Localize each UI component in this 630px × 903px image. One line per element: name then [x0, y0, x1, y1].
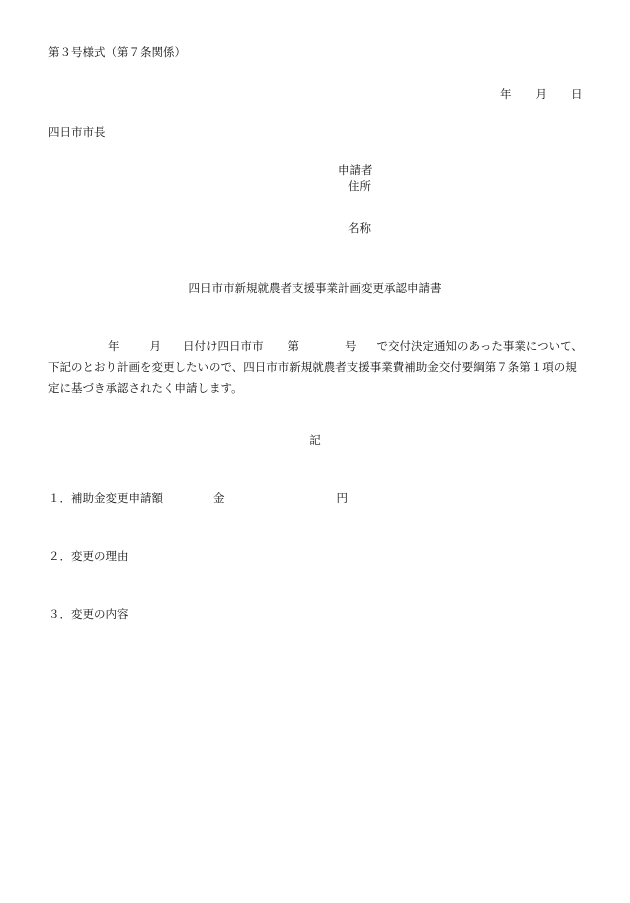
body-month: 月	[149, 339, 161, 353]
applicant-block	[338, 162, 373, 236]
applicant-label: 申請者	[338, 163, 373, 177]
body-line1-rest: で交付決定通知のあった事業について、	[376, 339, 583, 353]
ki-heading: 記	[309, 433, 321, 447]
form-number: 第３号様式（第７条関係）	[48, 45, 186, 59]
applicant-address-label: 住所	[348, 179, 371, 194]
body-line-1	[48, 336, 588, 357]
body-line-2: 下記のとおり計画を変更したいので、四日市市新規就農者支援事業費補助金交付要綱第７条第１項の規	[48, 360, 577, 374]
body-year: 年	[108, 339, 120, 353]
item-1-label: １．補助金変更申請額	[48, 491, 163, 505]
item-subsidy-amount	[48, 490, 348, 506]
item-change-content: ３．変更の内容	[48, 607, 129, 621]
body-go: 号	[345, 339, 357, 353]
body-dai: 第	[287, 339, 299, 353]
item-1-kin: 金	[213, 491, 225, 505]
item-change-reason: ２．変更の理由	[48, 549, 129, 563]
date-day: 日	[571, 87, 583, 101]
date-year: 年	[500, 87, 512, 101]
document-title: 四日市市新規就農者支援事業計画変更承認申請書	[188, 281, 442, 295]
body-line-3: 定に基づき承認されたく申請します。	[48, 381, 243, 395]
item-1-yen: 円	[336, 491, 348, 505]
body-paragraph	[48, 336, 588, 399]
body-day-ref: 日付け四日市市	[183, 339, 264, 353]
addressee: 四日市市長	[48, 125, 106, 139]
date-line	[500, 86, 583, 102]
date-month: 月	[535, 87, 547, 101]
applicant-name-label: 名称	[348, 221, 371, 236]
